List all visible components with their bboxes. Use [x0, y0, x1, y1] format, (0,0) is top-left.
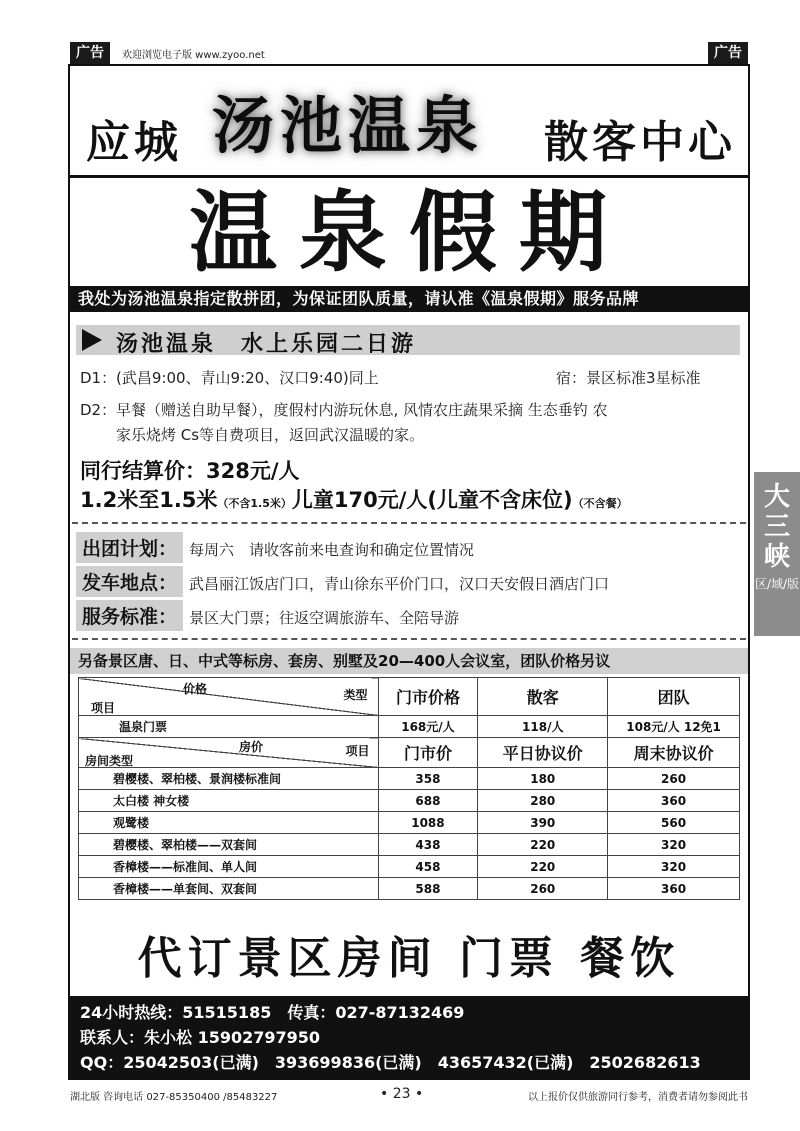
height-note: （不含1.5米） — [217, 497, 292, 510]
side-tab-title: 大三峡 — [763, 482, 790, 572]
table-row — [79, 878, 740, 900]
table-cell: 360 — [608, 790, 740, 812]
table-cell: 560 — [608, 812, 740, 834]
booking-slogan: 代订景区房间 门票 餐饮 — [137, 933, 681, 984]
col-header: 周末协议价 — [608, 738, 740, 768]
col-header: 散客 — [478, 678, 608, 716]
region-side-tab — [754, 472, 800, 636]
table-cell: 438 — [378, 834, 478, 856]
play-arrow-icon — [82, 329, 102, 351]
dashed-divider — [72, 522, 746, 524]
header-roomprice-label: 房价 — [239, 740, 264, 754]
ticket-name: 温泉门票 — [79, 716, 379, 738]
ad-tag-right: 广告 — [708, 42, 748, 64]
route-title: 汤池温泉 水上乐园二日游 — [116, 331, 417, 357]
table-cell: 390 — [478, 812, 608, 834]
room-name: 香樟楼——标准间、单人间 — [79, 856, 379, 878]
table-cell: 358 — [378, 768, 478, 790]
service-key: 出团计划： — [76, 532, 183, 563]
service-schedule — [76, 532, 474, 560]
child-price-line — [80, 484, 628, 514]
table-cell: 180 — [478, 768, 608, 790]
day1-label: D1： — [80, 369, 117, 387]
price-table — [78, 677, 740, 900]
room-name: 太白楼 神女楼 — [79, 790, 379, 812]
ad-tag-left: 广告 — [70, 42, 110, 64]
service-departure — [76, 566, 609, 594]
dashed-divider — [72, 638, 746, 640]
welcome-text: 欢迎浏览电子版 www.zyoo.net — [122, 50, 265, 61]
footer-disclaimer: 以上报价仅供旅游同行参考，消费者请勿参阅此书 — [528, 1092, 748, 1103]
service-value: 景区大门票；往返空调旅游车、全陪导游 — [189, 609, 460, 627]
height-range: 1.2米至1.5米 — [80, 488, 218, 512]
table-row — [79, 834, 740, 856]
table-cell: 220 — [478, 856, 608, 878]
page-footer — [70, 1086, 748, 1104]
table-cell: 1088 — [378, 812, 478, 834]
service-key: 发车地点： — [76, 566, 183, 597]
child-price: 儿童170元/人(儿童不含床位) — [291, 488, 573, 512]
table-cell: 588 — [378, 878, 478, 900]
top-bar — [70, 42, 748, 64]
table-row — [79, 812, 740, 834]
header-price-label: 价格 — [183, 682, 208, 696]
footer-phone: 湖北版 咨询电话 027-85350400 /85483227 — [70, 1092, 278, 1103]
day2-text: 早餐（赠送自助早餐），度假村内游玩休息, 风情农庄蔬果采摘 生态垂钓 农 — [116, 401, 608, 419]
table-cell: 220 — [478, 834, 608, 856]
banner-right: 散客中心 — [544, 117, 736, 168]
day2-line — [80, 399, 608, 420]
side-tab-subtitle: 区/域/版 — [754, 577, 800, 591]
table-cell: 108元/人 12免1 — [608, 716, 740, 738]
room-name: 碧樱楼、翠柏楼——双套间 — [79, 834, 379, 856]
header-type-label: 类型 — [343, 688, 368, 702]
col-header: 门市价格 — [378, 678, 478, 716]
day1-line — [80, 367, 379, 388]
settle-price: 同行结算价：328元/人 — [80, 459, 300, 483]
table-cell: 280 — [478, 790, 608, 812]
qq-line: QQ：25042503(已满) 393699836(已满) 43657432(已满) 2502682613 — [80, 1053, 701, 1072]
room-name: 观鹭楼 — [79, 812, 379, 834]
contact-box — [70, 996, 748, 1078]
hotline-line: 24小时热线：51515185 传真：027-87132469 — [80, 1003, 465, 1022]
diag-header-cell — [79, 738, 379, 768]
headline: 温泉假期 — [188, 180, 629, 284]
service-value: 每周六 请收客前来电查询和确定位置情况 — [189, 541, 475, 559]
table-row — [79, 768, 740, 790]
table-row — [79, 790, 740, 812]
table-header-row — [79, 738, 740, 768]
table-cell: 168元/人 — [378, 716, 478, 738]
table-cell: 688 — [378, 790, 478, 812]
banner-center: 汤池温泉 — [212, 89, 485, 162]
banner — [70, 66, 748, 178]
table-row — [79, 716, 740, 738]
room-name: 香樟楼——单套间、双套间 — [79, 878, 379, 900]
service-value: 武昌丽江饭店门口，青山徐东平价门口，汉口天安假日酒店门口 — [189, 575, 610, 593]
route-bar — [76, 325, 740, 355]
table-cell: 260 — [608, 768, 740, 790]
service-standard — [76, 600, 459, 628]
header-roomtype-label: 房间类型 — [85, 754, 134, 768]
col-header: 平日协议价 — [478, 738, 608, 768]
col-header: 团队 — [608, 678, 740, 716]
day2-label: D2： — [80, 401, 117, 419]
table-cell: 118/人 — [478, 716, 608, 738]
page-number: • 23 • — [380, 1086, 424, 1102]
table-cell: 320 — [608, 834, 740, 856]
contact-person-line: 联系人：朱小松 15902797950 — [80, 1028, 321, 1047]
table-cell: 458 — [378, 856, 478, 878]
header-item-label: 项目 — [91, 701, 116, 715]
day1-text: (武昌9:00、青山9:20、汉口9:40)同上 — [116, 369, 379, 387]
table-cell: 360 — [608, 878, 740, 900]
col-header: 门市价 — [378, 738, 478, 768]
table-header-row — [79, 678, 740, 716]
table-cell: 320 — [608, 856, 740, 878]
meal-note: （不含餐） — [572, 497, 628, 510]
brand-notice: 我处为汤池温泉指定散拼团，为保证团队质量，请认准《温泉假期》服务品牌 — [70, 286, 748, 312]
table-row — [79, 856, 740, 878]
banner-left: 应城 — [86, 117, 182, 168]
service-key: 服务标准： — [76, 600, 183, 631]
hotel-notice: 另备景区唐、日、中式等标房、套房、别墅及20—400人会议室，团队价格另议 — [70, 648, 748, 674]
day1-stay: 宿：景区标准3星标准 — [556, 369, 701, 387]
diag-header-cell — [79, 678, 379, 716]
header-item-label: 项目 — [345, 744, 370, 758]
room-name: 碧樱楼、翠柏楼、景润楼标准间 — [79, 768, 379, 790]
table-cell: 260 — [478, 878, 608, 900]
day2-text-cont: 家乐烧烤 Cs等自费项目，返回武汉温暖的家。 — [116, 426, 425, 444]
